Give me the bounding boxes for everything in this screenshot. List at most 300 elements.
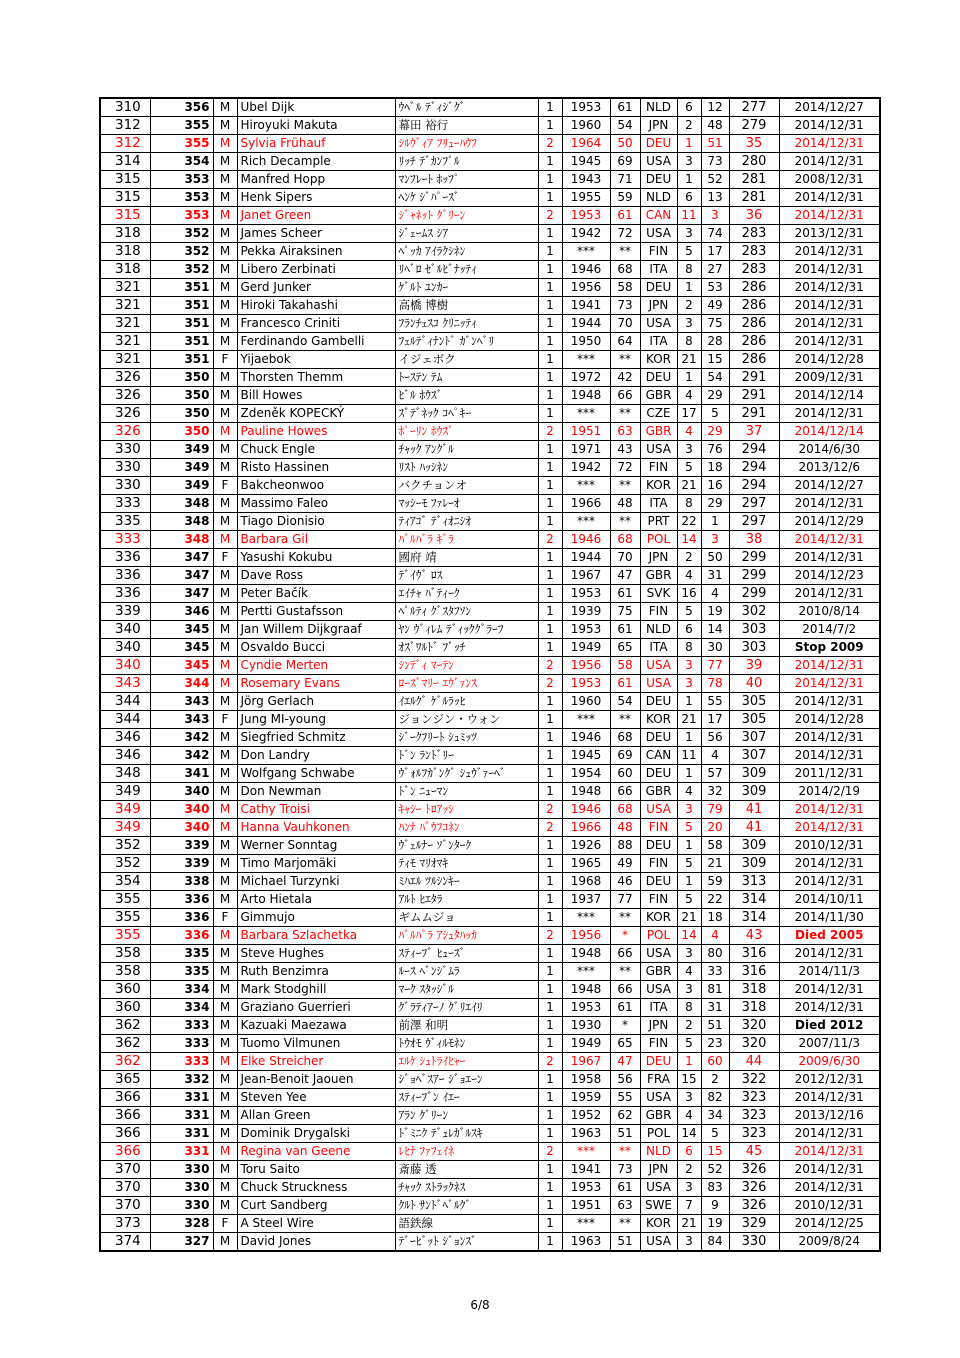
division-cell: 1 — [538, 567, 562, 585]
score-cell: 351 — [150, 333, 213, 351]
score-cell: 336 — [150, 909, 213, 927]
division-cell: 1 — [538, 225, 562, 243]
country-code-cell: 17 — [677, 405, 701, 423]
division-cell: 1 — [538, 765, 562, 783]
country-code-cell: 11 — [677, 207, 701, 225]
division-cell: 1 — [538, 873, 562, 891]
country-rank-cell: 30 — [701, 639, 729, 657]
name-cell: Elke Streicher — [237, 1053, 395, 1071]
country-cell: DEU — [640, 369, 677, 387]
score-cell: 342 — [150, 729, 213, 747]
age-cell: 51 — [610, 1125, 640, 1143]
score-cell: 343 — [150, 693, 213, 711]
kana-name-cell: 高橋 博樹 — [395, 297, 538, 315]
birth-year-cell: 1956 — [562, 279, 610, 297]
age-cell: ** — [610, 963, 640, 981]
sex-cell: M — [213, 1107, 237, 1125]
rank-cell: 321 — [100, 351, 150, 369]
sex-cell: M — [213, 333, 237, 351]
category-rank-cell: 280 — [729, 153, 779, 171]
kana-name-cell: ﾛｰｽﾞﾏﾘｰ ｴｳﾞｧﾝｽ — [395, 675, 538, 693]
table-row — [100, 657, 880, 675]
name-cell: A Steel Wire — [237, 1215, 395, 1233]
category-rank-cell: 326 — [729, 1197, 779, 1215]
sex-cell: M — [213, 675, 237, 693]
rank-cell: 374 — [100, 1233, 150, 1252]
division-cell: 1 — [538, 981, 562, 999]
rank-cell: 340 — [100, 639, 150, 657]
sex-cell: F — [213, 1215, 237, 1233]
kana-name-cell: ﾄﾞﾐﾆｸ ﾃﾞｭﾚｶﾞﾙｽｷ — [395, 1125, 538, 1143]
name-cell: Michael Turzynki — [237, 873, 395, 891]
age-cell: 47 — [610, 567, 640, 585]
table-row — [100, 549, 880, 567]
kana-name-cell: ｹﾞﾙﾄ ﾕﾝｶｰ — [395, 279, 538, 297]
rank-cell: 318 — [100, 243, 150, 261]
division-cell: 1 — [538, 585, 562, 603]
birth-year-cell: 1956 — [562, 657, 610, 675]
country-cell: USA — [640, 981, 677, 999]
kana-name-cell: ｽﾃｨｰﾌﾞ ﾋｭｰｽﾞ — [395, 945, 538, 963]
table-row — [100, 243, 880, 261]
country-rank-cell: 2 — [701, 1071, 729, 1089]
country-cell: GBR — [640, 1107, 677, 1125]
score-cell: 332 — [150, 1071, 213, 1089]
score-cell: 327 — [150, 1233, 213, 1252]
country-code-cell: 4 — [677, 387, 701, 405]
score-cell: 339 — [150, 855, 213, 873]
score-cell: 331 — [150, 1107, 213, 1125]
category-rank-cell: 303 — [729, 639, 779, 657]
division-cell: 1 — [538, 855, 562, 873]
sex-cell: M — [213, 117, 237, 135]
country-code-cell: 2 — [677, 1017, 701, 1035]
date-cell: 2007/11/3 — [779, 1035, 880, 1053]
country-rank-cell: 17 — [701, 243, 729, 261]
country-cell: NLD — [640, 1143, 677, 1161]
country-code-cell: 21 — [677, 711, 701, 729]
score-cell: 353 — [150, 189, 213, 207]
sex-cell: M — [213, 585, 237, 603]
age-cell: 68 — [610, 261, 640, 279]
birth-year-cell: 1972 — [562, 369, 610, 387]
age-cell: 61 — [610, 207, 640, 225]
birth-year-cell: 1952 — [562, 1107, 610, 1125]
kana-name-cell: 斎藤 透 — [395, 1161, 538, 1179]
rank-cell: 370 — [100, 1197, 150, 1215]
country-code-cell: 21 — [677, 351, 701, 369]
country-cell: FRA — [640, 1071, 677, 1089]
rank-cell: 315 — [100, 189, 150, 207]
category-rank-cell: 307 — [729, 747, 779, 765]
division-cell: 1 — [538, 297, 562, 315]
country-code-cell: 1 — [677, 765, 701, 783]
country-cell: ITA — [640, 333, 677, 351]
name-cell: Ferdinando Gambelli — [237, 333, 395, 351]
division-cell: 1 — [538, 711, 562, 729]
sex-cell: M — [213, 1035, 237, 1053]
sex-cell: M — [213, 891, 237, 909]
sex-cell: M — [213, 999, 237, 1017]
table-row — [100, 1215, 880, 1233]
date-cell: 2014/12/31 — [779, 243, 880, 261]
score-cell: 348 — [150, 513, 213, 531]
date-cell: 2014/12/31 — [779, 261, 880, 279]
birth-year-cell: *** — [562, 405, 610, 423]
age-cell: 63 — [610, 1197, 640, 1215]
division-cell: 1 — [538, 1071, 562, 1089]
country-code-cell: 1 — [677, 729, 701, 747]
sex-cell: M — [213, 98, 237, 117]
sex-cell: M — [213, 801, 237, 819]
kana-name-cell: ｳﾍﾞﾙ ﾃﾞｨｼﾞｸﾞ — [395, 98, 538, 117]
category-rank-cell: 45 — [729, 1143, 779, 1161]
birth-year-cell: 1943 — [562, 171, 610, 189]
birth-year-cell: 1948 — [562, 945, 610, 963]
table-row — [100, 207, 880, 225]
country-code-cell: 4 — [677, 567, 701, 585]
name-cell: Regina van Geene — [237, 1143, 395, 1161]
country-cell: FIN — [640, 1035, 677, 1053]
birth-year-cell: 1946 — [562, 729, 610, 747]
date-cell: 2009/8/24 — [779, 1233, 880, 1252]
table-row — [100, 567, 880, 585]
birth-year-cell: 1946 — [562, 261, 610, 279]
sex-cell: F — [213, 351, 237, 369]
age-cell: 66 — [610, 945, 640, 963]
sex-cell: M — [213, 531, 237, 549]
score-cell: 333 — [150, 1053, 213, 1071]
birth-year-cell: 1951 — [562, 1197, 610, 1215]
table-row — [100, 441, 880, 459]
birth-year-cell: 1953 — [562, 675, 610, 693]
category-rank-cell: 309 — [729, 855, 779, 873]
score-cell: 348 — [150, 495, 213, 513]
sex-cell: M — [213, 693, 237, 711]
country-rank-cell: 34 — [701, 1107, 729, 1125]
country-code-cell: 5 — [677, 855, 701, 873]
sex-cell: M — [213, 783, 237, 801]
division-cell: 1 — [538, 459, 562, 477]
country-cell: DEU — [640, 279, 677, 297]
name-cell: Tuomo Vilmunen — [237, 1035, 395, 1053]
date-cell: 2014/12/31 — [779, 315, 880, 333]
country-rank-cell: 31 — [701, 999, 729, 1017]
birth-year-cell: 1944 — [562, 315, 610, 333]
date-cell: 2014/12/31 — [779, 1179, 880, 1197]
division-cell: 1 — [538, 693, 562, 711]
sex-cell: M — [213, 639, 237, 657]
country-code-cell: 4 — [677, 1107, 701, 1125]
division-cell: 2 — [538, 531, 562, 549]
country-code-cell: 1 — [677, 369, 701, 387]
age-cell: 66 — [610, 981, 640, 999]
birth-year-cell: 1953 — [562, 207, 610, 225]
country-cell: NLD — [640, 98, 677, 117]
name-cell: Rich Decample — [237, 153, 395, 171]
name-cell: Bakcheonwoo — [237, 477, 395, 495]
category-rank-cell: 291 — [729, 405, 779, 423]
category-rank-cell: 41 — [729, 801, 779, 819]
kana-name-cell: ﾍﾟｯｶ ｱｲﾗｸｼﾈﾝ — [395, 243, 538, 261]
date-cell: 2014/12/31 — [779, 945, 880, 963]
kana-name-cell: ﾘｽﾄ ﾊｯｼﾈﾝ — [395, 459, 538, 477]
age-cell: 58 — [610, 279, 640, 297]
category-rank-cell: 326 — [729, 1179, 779, 1197]
country-cell: ITA — [640, 495, 677, 513]
birth-year-cell: 1958 — [562, 1071, 610, 1089]
name-cell: Ubel Dijk — [237, 98, 395, 117]
country-code-cell: 8 — [677, 261, 701, 279]
division-cell: 1 — [538, 1161, 562, 1179]
division-cell: 2 — [538, 1053, 562, 1071]
table-row — [100, 1107, 880, 1125]
category-rank-cell: 294 — [729, 441, 779, 459]
name-cell: Cyndie Merten — [237, 657, 395, 675]
age-cell: 72 — [610, 459, 640, 477]
score-cell: 348 — [150, 531, 213, 549]
country-rank-cell: 58 — [701, 837, 729, 855]
score-cell: 345 — [150, 657, 213, 675]
score-cell: 340 — [150, 819, 213, 837]
kana-name-cell: ﾊﾞﾙﾊﾞﾗ ｷﾞﾗ — [395, 531, 538, 549]
sex-cell: M — [213, 1143, 237, 1161]
kana-name-cell: 前澤 和明 — [395, 1017, 538, 1035]
date-cell: 2014/12/31 — [779, 981, 880, 999]
score-cell: 353 — [150, 171, 213, 189]
country-rank-cell: 60 — [701, 1053, 729, 1071]
age-cell: 68 — [610, 531, 640, 549]
age-cell: 61 — [610, 675, 640, 693]
birth-year-cell: 1942 — [562, 459, 610, 477]
country-code-cell: 5 — [677, 603, 701, 621]
kana-name-cell: ﾁｬｯｸ ｽﾄﾗｯｸﾈｽ — [395, 1179, 538, 1197]
birth-year-cell: 1953 — [562, 585, 610, 603]
rank-cell: 349 — [100, 783, 150, 801]
birth-year-cell: 1946 — [562, 801, 610, 819]
sex-cell: M — [213, 405, 237, 423]
age-cell: 65 — [610, 639, 640, 657]
kana-name-cell: 國府 靖 — [395, 549, 538, 567]
date-cell: 2014/12/28 — [779, 351, 880, 369]
kana-name-cell: ﾊﾝﾅ ﾊﾞｳﾌｺﾈﾝ — [395, 819, 538, 837]
category-rank-cell: 286 — [729, 333, 779, 351]
birth-year-cell: 1944 — [562, 549, 610, 567]
age-cell: 65 — [610, 1035, 640, 1053]
division-cell: 2 — [538, 135, 562, 153]
category-rank-cell: 294 — [729, 477, 779, 495]
division-cell: 1 — [538, 1215, 562, 1233]
category-rank-cell: 303 — [729, 621, 779, 639]
age-cell: ** — [610, 405, 640, 423]
table-row — [100, 783, 880, 801]
name-cell: Risto Hassinen — [237, 459, 395, 477]
age-cell: 46 — [610, 873, 640, 891]
ranking-table-body — [100, 98, 880, 1251]
score-cell: 330 — [150, 1197, 213, 1215]
division-cell: 1 — [538, 639, 562, 657]
score-cell: 339 — [150, 837, 213, 855]
division-cell: 1 — [538, 189, 562, 207]
table-row — [100, 1197, 880, 1215]
division-cell: 1 — [538, 783, 562, 801]
division-cell: 1 — [538, 243, 562, 261]
country-cell: DEU — [640, 693, 677, 711]
rank-cell: 366 — [100, 1125, 150, 1143]
table-row — [100, 261, 880, 279]
country-code-cell: 1 — [677, 1053, 701, 1071]
country-rank-cell: 13 — [701, 189, 729, 207]
score-cell: 350 — [150, 423, 213, 441]
rank-cell: 321 — [100, 333, 150, 351]
country-cell: ITA — [640, 999, 677, 1017]
score-cell: 347 — [150, 567, 213, 585]
date-cell: 2014/12/31 — [779, 999, 880, 1017]
kana-name-cell: ﾏﾝﾌﾚｰﾄ ﾎｯﾌﾟ — [395, 171, 538, 189]
sex-cell: M — [213, 495, 237, 513]
country-rank-cell: 80 — [701, 945, 729, 963]
country-code-cell: 14 — [677, 1125, 701, 1143]
score-cell: 346 — [150, 603, 213, 621]
name-cell: Janet Green — [237, 207, 395, 225]
name-cell: Jung MI-young — [237, 711, 395, 729]
country-cell: USA — [640, 801, 677, 819]
kana-name-cell: ﾘﾍﾞﾛ ｾﾞﾙﾋﾞﾅｯﾃｨ — [395, 261, 538, 279]
country-cell: JPN — [640, 117, 677, 135]
country-rank-cell: 49 — [701, 297, 729, 315]
kana-name-cell: ﾏｰｸ ｽﾀｯｼﾞﾙ — [395, 981, 538, 999]
country-rank-cell: 57 — [701, 765, 729, 783]
category-rank-cell: 309 — [729, 783, 779, 801]
score-cell: 330 — [150, 1161, 213, 1179]
country-cell: FIN — [640, 819, 677, 837]
birth-year-cell: 1953 — [562, 621, 610, 639]
sex-cell: M — [213, 603, 237, 621]
country-code-cell: 1 — [677, 693, 701, 711]
date-cell: 2014/12/31 — [779, 549, 880, 567]
name-cell: Hiroki Takahashi — [237, 297, 395, 315]
category-rank-cell: 322 — [729, 1071, 779, 1089]
age-cell: 51 — [610, 1233, 640, 1252]
kana-name-cell: ﾍﾝｹ ｼﾞﾊﾟｰｽﾞ — [395, 189, 538, 207]
name-cell: Allan Green — [237, 1107, 395, 1125]
category-rank-cell: 320 — [729, 1035, 779, 1053]
country-cell: GBR — [640, 387, 677, 405]
country-code-cell: 2 — [677, 297, 701, 315]
rank-cell: 326 — [100, 405, 150, 423]
birth-year-cell: 1948 — [562, 387, 610, 405]
sex-cell: M — [213, 729, 237, 747]
rank-cell: 366 — [100, 1143, 150, 1161]
kana-name-cell: ﾋﾞﾙ ﾎｳｽﾞ — [395, 387, 538, 405]
birth-year-cell: 1954 — [562, 765, 610, 783]
country-rank-cell: 54 — [701, 369, 729, 387]
division-cell: 1 — [538, 333, 562, 351]
score-cell: 331 — [150, 1125, 213, 1143]
rank-cell: 352 — [100, 837, 150, 855]
country-code-cell: 8 — [677, 495, 701, 513]
division-cell: 1 — [538, 261, 562, 279]
birth-year-cell: 1968 — [562, 873, 610, 891]
kana-name-cell: ｼﾞｬﾈｯﾄ ｸﾞﾘｰﾝ — [395, 207, 538, 225]
division-cell: 1 — [538, 621, 562, 639]
rank-cell: 336 — [100, 549, 150, 567]
age-cell: 70 — [610, 315, 640, 333]
date-cell: 2014/6/30 — [779, 441, 880, 459]
division-cell: 1 — [538, 315, 562, 333]
birth-year-cell: 1963 — [562, 1233, 610, 1252]
age-cell: 64 — [610, 333, 640, 351]
country-code-cell: 3 — [677, 1179, 701, 1197]
country-rank-cell: 23 — [701, 1035, 729, 1053]
category-rank-cell: 37 — [729, 423, 779, 441]
country-cell: FIN — [640, 891, 677, 909]
table-row — [100, 351, 880, 369]
age-cell: 70 — [610, 549, 640, 567]
name-cell: Jean-Benoit Jaouen — [237, 1071, 395, 1089]
date-cell: Stop 2009 — [779, 639, 880, 657]
name-cell: Gerd Junker — [237, 279, 395, 297]
kana-name-cell: ﾙｰｽ ﾍﾞﾝｼﾞﾑﾗ — [395, 963, 538, 981]
name-cell: Peter Bačík — [237, 585, 395, 603]
country-cell: PRT — [640, 513, 677, 531]
table-row — [100, 117, 880, 135]
country-code-cell: 14 — [677, 927, 701, 945]
country-code-cell: 6 — [677, 1143, 701, 1161]
birth-year-cell: *** — [562, 1143, 610, 1161]
country-code-cell: 3 — [677, 657, 701, 675]
age-cell: 54 — [610, 117, 640, 135]
rank-cell: 370 — [100, 1179, 150, 1197]
rank-cell: 346 — [100, 747, 150, 765]
rank-cell: 318 — [100, 225, 150, 243]
country-cell: NLD — [640, 189, 677, 207]
date-cell: 2014/12/31 — [779, 135, 880, 153]
birth-year-cell: *** — [562, 513, 610, 531]
category-rank-cell: 294 — [729, 459, 779, 477]
birth-year-cell: *** — [562, 711, 610, 729]
date-cell: 2014/12/31 — [779, 279, 880, 297]
date-cell: 2014/12/14 — [779, 387, 880, 405]
division-cell: 1 — [538, 171, 562, 189]
name-cell: Jan Willem Dijkgraaf — [237, 621, 395, 639]
country-rank-cell: 53 — [701, 279, 729, 297]
country-cell: CAN — [640, 207, 677, 225]
date-cell: 2014/12/31 — [779, 297, 880, 315]
category-rank-cell: 323 — [729, 1089, 779, 1107]
kana-name-cell: ﾚﾋﾅ ﾌｧﾌｪｲﾈ — [395, 1143, 538, 1161]
name-cell: Timo Marjomäki — [237, 855, 395, 873]
category-rank-cell: 286 — [729, 315, 779, 333]
table-row — [100, 693, 880, 711]
kana-name-cell: ﾊﾞﾙﾊﾞﾗ ｱｼｭﾀﾊｯｶ — [395, 927, 538, 945]
date-cell: 2014/12/31 — [779, 495, 880, 513]
rank-cell: 366 — [100, 1089, 150, 1107]
kana-name-cell: ﾘｯﾁ ﾃﾞｶﾝﾌﾟﾙ — [395, 153, 538, 171]
date-cell: 2014/12/31 — [779, 693, 880, 711]
country-rank-cell: 22 — [701, 891, 729, 909]
table-row — [100, 135, 880, 153]
score-cell: 353 — [150, 207, 213, 225]
country-cell: USA — [640, 225, 677, 243]
birth-year-cell: 1946 — [562, 531, 610, 549]
country-cell: DEU — [640, 873, 677, 891]
name-cell: Mark Stodghill — [237, 981, 395, 999]
table-row — [100, 963, 880, 981]
age-cell: 61 — [610, 999, 640, 1017]
category-rank-cell: 277 — [729, 98, 779, 117]
age-cell: 73 — [610, 1161, 640, 1179]
